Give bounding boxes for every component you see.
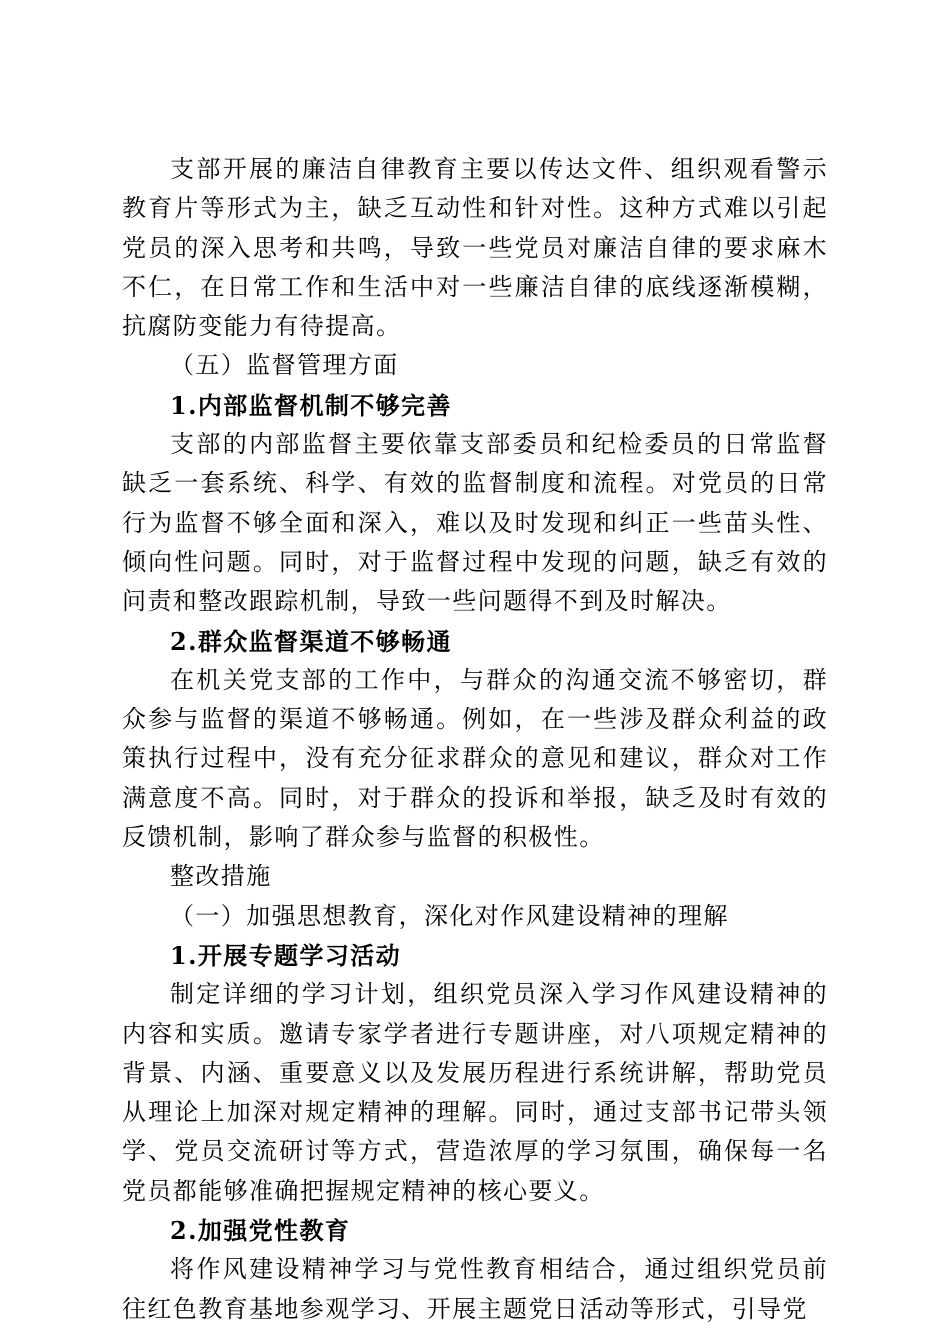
paragraph: 支部的内部监督主要依靠支部委员和纪检委员的日常监督缺乏一套系统、科学、有效的监督制度和流程。对党员的日常行为监督不够全面和深入，难以及时发现和纠正一些苗头性、倾向性问题。同时，对于监督过程中发现的问题，缺乏有效的问责和整改跟踪机制，导致一些问题得不到及时解决。 [122,430,828,616]
paragraph: 将作风建设精神学习与党性教育相结合，通过组织党员前往红色教育基地参观学习、开展主题党日活动等形式，引导党 [122,1255,828,1323]
subsection-heading: 2.加强党性教育 [170,1216,351,1246]
paragraph: 在机关党支部的工作中，与群众的沟通交流不够密切，群众参与监督的渠道不够畅通。例如，在一些涉及群众利益的政策执行过程中，没有充分征求群众的意见和建议，群众对工作满意度不高。同时，对于群众的投诉和举报，缺乏及时有效的反馈机制，影响了群众参与监督的积极性。 [122,665,828,852]
subsection-heading: 1.开展专题学习活动 [170,940,402,970]
subsection-heading: 2.群众监督渠道不够畅通 [170,626,452,656]
paragraph: 支部开展的廉洁自律教育主要以传达文件、组织观看警示教育片等形式为主，缺乏互动性和针对性。这种方式难以引起党员的深入思考和共鸣，导致一些党员对廉洁自律的要求麻木不仁，在日常工作和生活中对一些廉洁自律的底线逐渐模糊，抗腐防变能力有待提高。 [122,155,828,341]
subsection-heading: 1.内部监督机制不够完善 [170,390,452,420]
paragraph: 制定详细的学习计划，组织党员深入学习作风建设精神的内容和实质。邀请专家学者进行专题讲座，对八项规定精神的背景、内涵、重要意义以及发展历程进行系统讲解，帮助党员从理论上加深对规定精神的理解。同时，通过支部书记带头领学、党员交流研讨等方式，营造浓厚的学习氛围，确保每一名党员都能够准确把握规定精神的核心要义。 [122,980,828,1205]
section-heading: （一）加强思想教育，深化对作风建设精神的理解 [170,901,729,930]
document-body [122,150,828,1329]
section-heading: （五）监督管理方面 [170,351,399,380]
section-heading: 整改措施 [170,862,272,891]
